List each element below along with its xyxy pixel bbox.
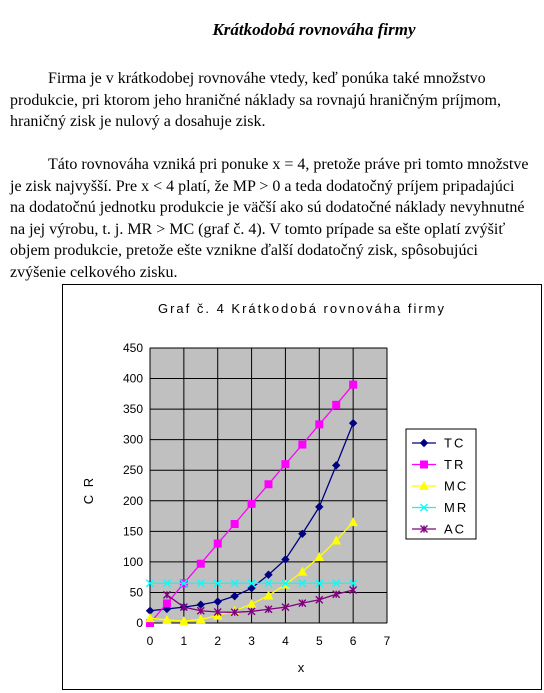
legend-label: TC xyxy=(444,435,466,451)
y-tick-label: 200 xyxy=(122,493,143,508)
page-title: Krátkodobá rovnováha firmy xyxy=(212,20,416,39)
paragraph-line: na dodatočnú jednotku produkcie je väčší ako sú dodatočné náklady nevyhnutné xyxy=(10,199,525,216)
x-tick-label: 5 xyxy=(315,634,323,648)
data-point-tr xyxy=(197,560,204,567)
paragraph-line: Firma je v krátkodobej rovnováhe vtedy, keď ponúka také množstvo xyxy=(48,70,486,87)
chart-svg xyxy=(63,285,541,689)
legend-label: MR xyxy=(444,500,469,515)
paragraph-1 xyxy=(10,68,544,133)
legend-label: AC xyxy=(444,521,467,537)
y-tick-label: 450 xyxy=(122,341,143,355)
data-point-tr xyxy=(248,500,255,507)
data-point-tr xyxy=(214,540,221,547)
y-tick-label: 50 xyxy=(129,585,143,600)
y-tick-label: 150 xyxy=(122,524,143,539)
y-tick-label: 300 xyxy=(122,432,143,447)
legend-marker xyxy=(421,461,428,468)
y-axis-label: C R xyxy=(81,475,96,505)
x-tick-label: 0 xyxy=(146,634,154,648)
paragraph-line: produkcie, pri ktorom jeho hraničné náklady sa rovnajú hraničným príjmom, xyxy=(10,91,501,109)
paragraph-line: zvýšenie celkového zisku. xyxy=(10,263,178,281)
x-tick-label: 6 xyxy=(349,634,357,648)
x-tick-label: 7 xyxy=(383,634,391,648)
paragraph-line: na jej výrobu, t. j. MR > MC (graf č. 4). V tomto prípade sa ešte oplatí zvýšiť xyxy=(10,220,506,238)
legend-label: TR xyxy=(444,457,466,472)
data-point-tr xyxy=(231,521,238,528)
x-tick-label: 4 xyxy=(282,634,289,648)
data-point-tr xyxy=(333,401,340,408)
paragraph-2 xyxy=(10,154,544,283)
paragraph-line: Táto rovnováha vzniká pri ponuke x = 4, pretože práve pri tomto množstve xyxy=(48,156,529,173)
data-point-tr xyxy=(265,481,272,488)
chart-title: Graf č. 4 Krátkodobá rovnováha firmy xyxy=(157,301,447,316)
data-point-tr xyxy=(163,600,170,607)
x-axis-label: x xyxy=(297,660,307,675)
paragraph-line: je zisk najvyšší. Pre x < 4 platí, že MP > 0 a teda dodatočný príjem pripadajúci xyxy=(10,177,515,195)
data-point-tr xyxy=(350,381,357,388)
x-tick-label: 3 xyxy=(248,634,255,648)
data-point-tr xyxy=(282,461,289,468)
y-tick-label: 400 xyxy=(122,371,143,386)
chart xyxy=(62,284,542,690)
y-tick-label: 350 xyxy=(122,402,143,417)
x-tick-label: 2 xyxy=(214,634,222,648)
data-point-tr xyxy=(299,441,306,448)
y-tick-label: 250 xyxy=(122,463,143,478)
y-tick-label: 100 xyxy=(122,554,143,569)
y-tick-label: 0 xyxy=(136,616,143,630)
paragraph-line: objem produkcie, pretože ešte vznikne ďalší dodatočný zisk, spôsobujúci xyxy=(10,242,478,259)
legend-label: MC xyxy=(444,478,469,494)
paragraph-line: hraničný zisk je nulový a dosahuje zisk. xyxy=(10,113,266,130)
x-tick-label: 1 xyxy=(180,634,188,648)
data-point-tr xyxy=(316,421,323,428)
